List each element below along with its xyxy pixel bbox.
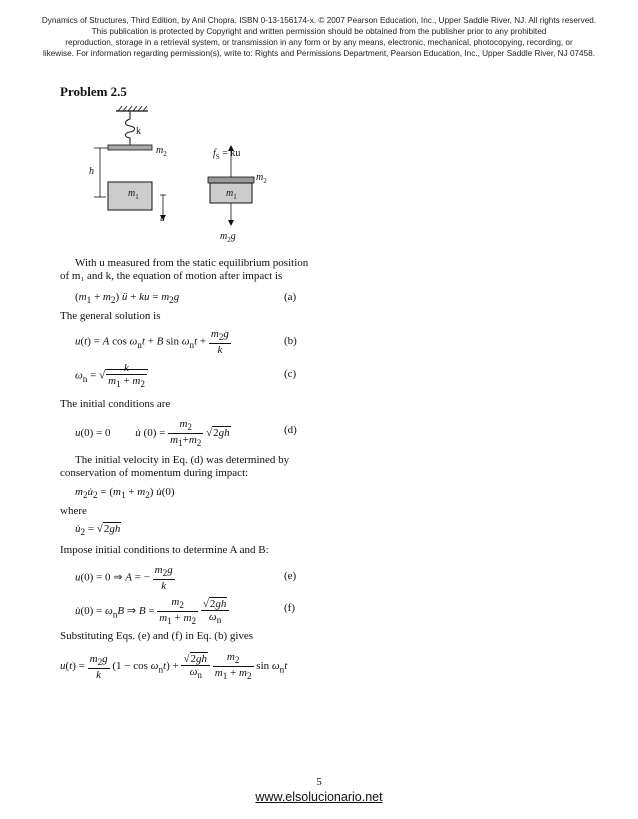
- equation-b-body: u(t) = A $\cos \omega_nt + B$ $\sin \omega_nt$ + $\frac{m_2g}{k}$: [75, 328, 229, 357]
- footer-link[interactable]: www.elsolucionario.net: [255, 790, 383, 804]
- equation-e-body: u(0) = 0 ⇒ A = − $\frac{m_2g}{k}$: [75, 564, 173, 593]
- equation-d-body: u(0) = 0 u̇ (0) = $\frac{m_2}{m_1+m_2}$ √2gh: [75, 418, 230, 449]
- equation-f-body: u̇(0) = $\omega_nB$ ⇒ B = $\frac{m_2}{m_1 + m_2}$ $\frac{√2gh}{\omega_n}$: [75, 596, 229, 627]
- equation-a-body: $(m_1 + m_2)$ ü + ku = $m_2g$: [75, 291, 180, 306]
- equation-c-body: $\omega_n$ = √ $\frac{k}{m_1 + m_2}$: [75, 362, 148, 390]
- label-h: h: [89, 166, 94, 177]
- equation-b-tag: (b): [284, 335, 297, 347]
- paragraph-4b: conservation of momentum during impact:: [60, 467, 249, 479]
- page-number: 5: [316, 776, 322, 788]
- paragraph-6: Impose initial conditions to determine A and B:: [60, 544, 269, 556]
- label-m1-right: $m_1$: [226, 188, 237, 201]
- paragraph-2: The general solution is: [60, 310, 161, 322]
- label-m2-left: $m_2$: [156, 145, 167, 158]
- paragraph-4a: The initial velocity in Eq. (d) was determined by: [75, 454, 290, 466]
- paragraph-5: where: [60, 505, 87, 517]
- paragraph-3: The initial conditions are: [60, 398, 171, 410]
- label-m2-right: $m_2$: [256, 172, 267, 185]
- paragraph-1a: With u measured from the static equilibrium position: [75, 257, 309, 269]
- paragraph-1b: of m₁ and k, the equation of motion after impact is: [60, 270, 283, 282]
- equation-final: u(t) = $\frac{m_2g}{k}$ $(1 - \cos \omega_nt)$ + $\frac{√2gh}{\omega_n}$ $\frac{m_2}{m_1 + m_2}$ $\sin \omega_nt$: [60, 651, 288, 682]
- copyright-line-1: Dynamics of Structures, Third Edition, by Anil Chopra. ISBN 0-13-156174-x. © 2007 Pearson Education, Inc., Upper Saddle River, NJ. All rights reserved.: [41, 16, 597, 25]
- equation-f-tag: (f): [284, 602, 295, 614]
- label-m2g: $m_2g$: [220, 231, 236, 244]
- problem-title: Problem 2.5: [60, 84, 127, 99]
- paragraph-7: Substituting Eqs. (e) and (f) in Eq. (b) gives: [60, 630, 254, 642]
- equation-a-tag: (a): [284, 291, 297, 303]
- equation-velocity: $u̇_2 = √2gh$: [75, 523, 121, 538]
- copyright-line-3: reproduction, storage in a retrieval system, or transmission in any form or by any means, electronic, mechanical, photocopying, recording, or: [65, 38, 573, 47]
- label-fs: $f_S$ = ku: [213, 148, 241, 161]
- equation-e-tag: (e): [284, 570, 297, 582]
- equation-momentum: $m_2u̇_2 = (m_1 + m_2)$ u̇(0): [75, 486, 175, 501]
- label-k: k: [136, 126, 141, 137]
- copyright-line-2: This publication is protected by Copyright and written permission should be obtained from the publisher prior to any prohibited: [91, 27, 547, 36]
- label-u: u: [160, 213, 165, 224]
- label-m1-left: $m_1$: [128, 188, 139, 201]
- copyright-line-4: likewise. For information regarding permission(s), write to: Rights and Permissions Department, Pearson Education, Inc., Upper Saddle River, NJ 07458.: [43, 49, 595, 58]
- equation-c-tag: (c): [284, 368, 297, 380]
- equation-d-tag: (d): [284, 424, 297, 436]
